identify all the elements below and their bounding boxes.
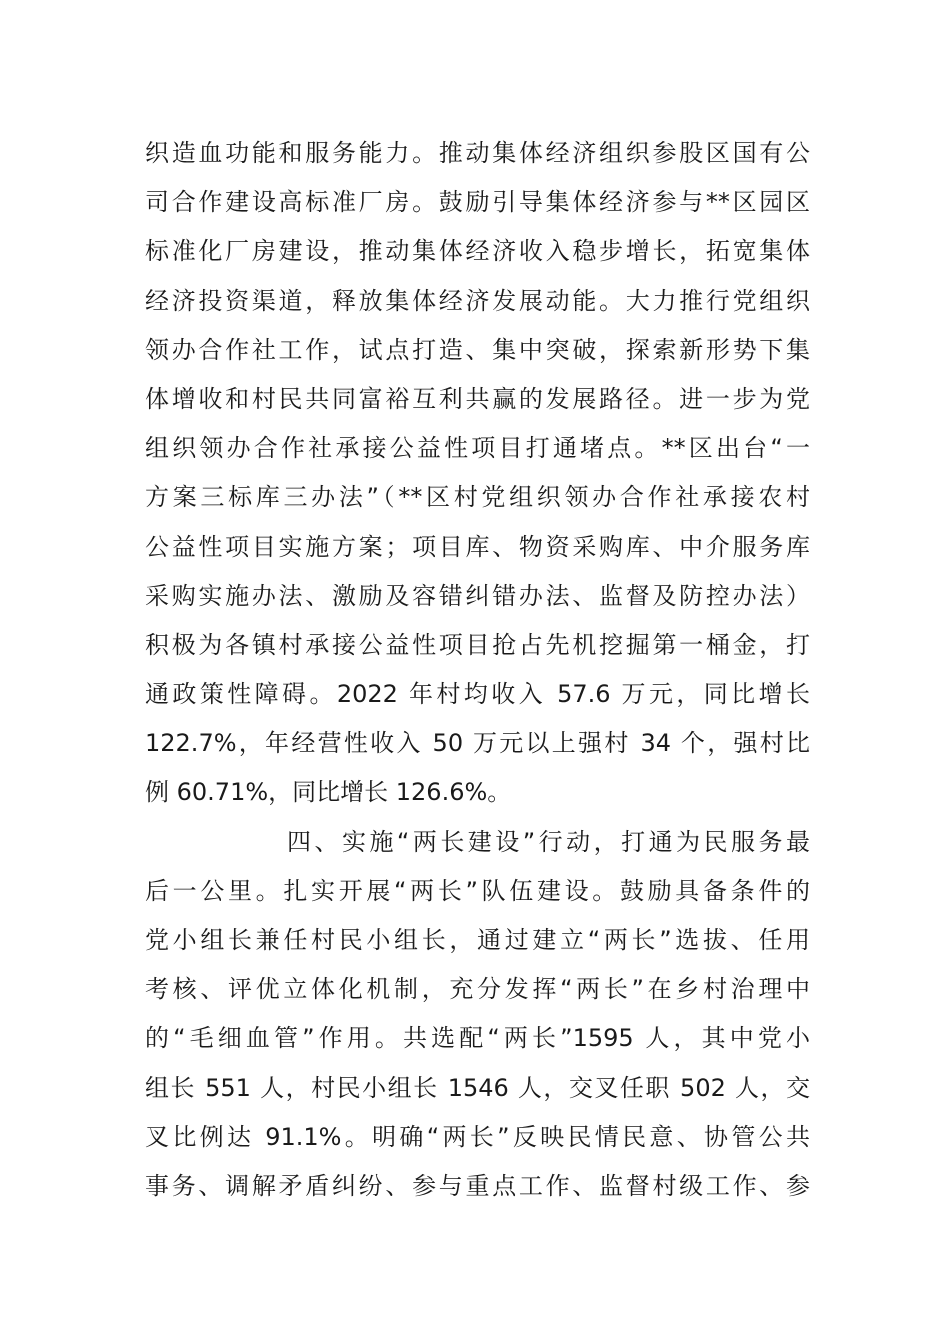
text-line: 司合作建设高标准厂房。鼓励引导集体经济参与**区园区 <box>145 188 810 217</box>
text-line: 党小组长兼任村民小组长，通过建立“两长”选拔、任用 <box>145 926 810 954</box>
paragraph-end-line: 例 60.71%，同比增长 126.6%。 <box>145 778 512 807</box>
text-line: 方案三标库三办法”（**区村党组织领办合作社承接农村 <box>145 483 810 512</box>
text-line: 标准化厂房建设，推动集体经济收入稳步增长，拓宽集体 <box>145 237 810 266</box>
text-line: 叉比例达 91.1%。明确“两长”反映民情民意、协管公共 <box>145 1122 810 1151</box>
text-line: 领办合作社工作，试点打造、集中突破，探索新形势下集 <box>145 335 810 364</box>
text-line: 织造血功能和服务能力。推动集体经济组织参股区国有公 <box>145 139 810 167</box>
text-line: 采购实施办法、激励及容错纠错办法、监督及防控办法） <box>145 581 810 610</box>
text-line: 的“毛细血管”作用。共选配“两长”1595 人，其中党小 <box>145 1024 810 1053</box>
text-line: 经济投资渠道，释放集体经济发展动能。大力推行党组织 <box>145 286 810 315</box>
text-line: 后一公里。扎实开展“两长”队伍建设。鼓励具备条件的 <box>145 876 810 905</box>
text-line: 考核、评优立体化机制，充分发挥“两长”在乡村治理中 <box>145 975 810 1004</box>
text-line: 通政策性障碍。2022 年村均收入 57.6 万元，同比增长 <box>145 680 810 709</box>
text-line: 积极为各镇村承接公益性项目抢占先机挖掘第一桶金，打 <box>145 630 810 659</box>
section-heading-line: 四、实施“两长建设”行动，打通为民服务最 <box>287 827 810 856</box>
text-line: 体增收和村民共同富裕互利共赢的发展路径。进一步为党 <box>145 384 810 413</box>
text-line: 公益性项目实施方案；项目库、物资采购库、中介服务库 <box>145 532 810 561</box>
body-text <box>145 129 810 1211</box>
text-line: 122.7%，年经营性收入 50 万元以上强村 34 个，强村比 <box>145 729 810 758</box>
text-line: 事务、调解矛盾纠纷、参与重点工作、监督村级工作、参 <box>145 1171 810 1200</box>
text-line: 组长 551 人，村民小组长 1546 人，交叉任职 502 人，交 <box>145 1073 810 1102</box>
text-line: 组织领办合作社承接公益性项目打通堵点。**区出台“一 <box>145 434 810 463</box>
